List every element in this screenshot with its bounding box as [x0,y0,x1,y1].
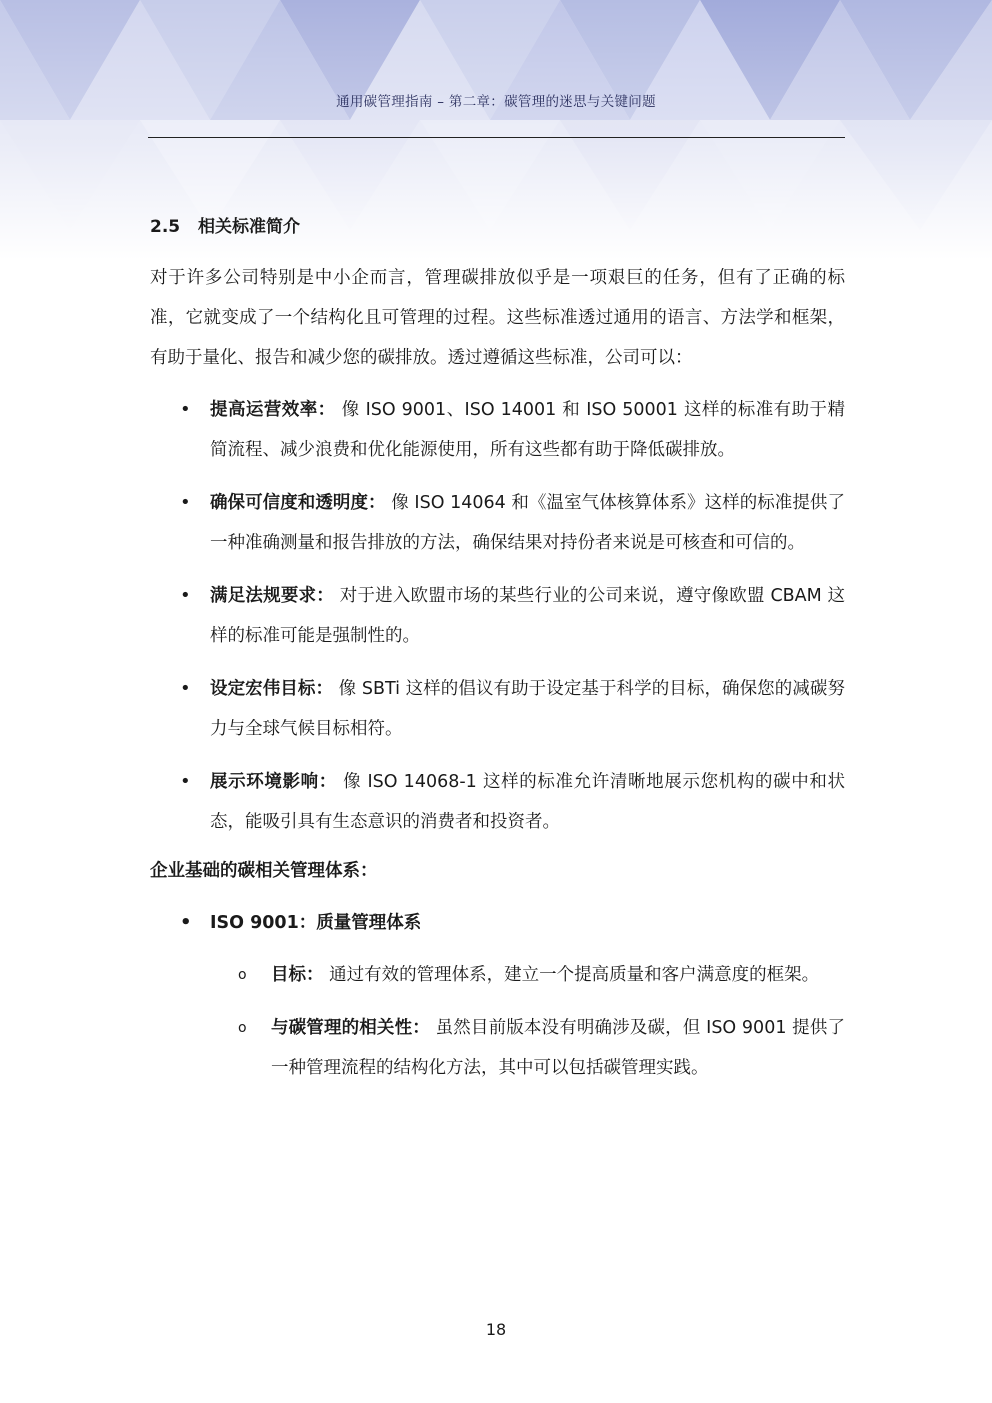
item-term: 提高运营效率： [210,400,336,420]
bullet-icon: • [180,585,191,606]
sub-list-item [150,955,845,995]
item-term: 目标： [271,965,324,985]
page-number: 18 [485,1320,507,1339]
circle-bullet-icon: o [238,1020,247,1036]
list-item [150,762,845,842]
running-header: 通用碳管理指南 – 第二章：碳管理的迷思与关键问题 [336,94,656,110]
bullet-icon: • [180,399,191,420]
iso9001-item [150,903,845,943]
item-term: 设定宏伟目标： [210,679,334,699]
item-text: 像 ISO 14064 和《温室气体核算体系》这样的标准提供了一种准确测量和报告排放的方法，确保结果对持份者来说是可核查和可信的。 [210,493,845,553]
item-text: 虽然目前版本没有明确涉及碳，但 ISO 9001 提供了一种管理流程的结构化方法，其中可以包括碳管理实践。 [271,1018,845,1078]
iso9001-title: ISO 9001：质量管理体系 [210,913,422,933]
header-divider [148,137,845,138]
iso9001-details [150,955,845,1088]
bullet-icon: • [180,678,191,699]
bullet-icon: • [180,492,191,513]
bullet-icon: • [180,912,192,933]
circle-bullet-icon: o [238,967,247,983]
item-text: 像 ISO 14068-1 这样的标准允许清晰地展示您机构的碳中和状态，能吸引具有生态意识的消费者和投资者。 [210,772,845,832]
list-item [150,576,845,656]
benefits-list [150,390,845,842]
subheading: 企业基础的碳相关管理体系： [150,861,378,881]
page-body [150,212,845,1101]
item-term: 确保可信度和透明度： [210,493,386,513]
sub-list-item [150,1008,845,1088]
item-text: 对于进入欧盟市场的某些行业的公司来说，遵守像欧盟 CBAM 这样的标准可能是强制性的。 [210,586,846,646]
section-heading [150,212,845,242]
list-item [150,390,845,470]
item-term: 展示环境影响： [210,772,337,792]
bullet-icon: • [180,771,191,792]
section-number: 2.5 [150,217,181,237]
list-item [150,483,845,563]
item-text: 通过有效的管理体系，建立一个提高质量和客户满意度的框架。 [329,965,820,985]
intro-paragraph: 对于许多公司特别是中小企而言，管理碳排放似乎是一项艰巨的任务，但有了正确的标准，它就变成了一个结构化且可管理的过程。这些标准透过通用的语言、方法学和框架，有助于量化、报告和减少您的碳排放。透过遵循这些标准，公司可以： [150,268,845,368]
section-title: 相关标准简介 [198,217,300,237]
item-term: 满足法规要求： [210,586,334,606]
list-item [150,669,845,749]
item-term: 与碳管理的相关性： [271,1018,430,1038]
item-text: 像 ISO 9001、ISO 14001 和 ISO 50001 这样的标准有助于精简流程、减少浪费和优化能源使用，所有这些都有助于降低碳排放。 [210,400,845,460]
item-text: 像 SBTi 这样的倡议有助于设定基于科学的目标，确保您的减碳努力与全球气候目标相符。 [210,679,845,739]
